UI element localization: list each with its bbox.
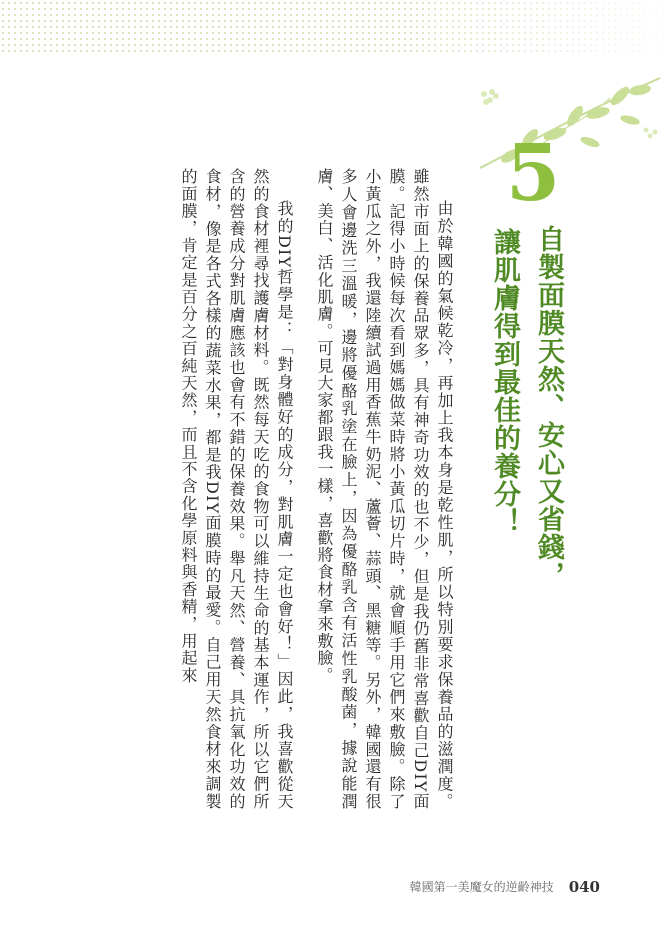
body-paragraph-2: 我的DIY哲學是：「對身體好的成分，對肌膚一定也會好！」因此，我喜歡從天然的食材裡尋找護膚材料。既然每天吃的食物可以維持生命的基本運作，所以它們所含的營養成分對肌膚應該也會有不錯的保養效果。舉凡天然、營養、具抗氧化功效的食材，像是各式各樣的蔬菜水果，都是我DIY面膜時的最愛。自己用天然食材來調製的面膜，肯定是百分之百純天然，而且不含化學原料與香精，用起來 xyxy=(179,168,294,810)
page-number: 040 xyxy=(568,877,600,896)
leaf-vine-decoration xyxy=(470,58,663,178)
body-paragraph-1: 由於韓國的氣候乾冷，再加上我本身是乾性肌，所以特別要求保養品的滋潤度。雖然市面上的保養品眾多，具有神奇功效的也不少，但是我仍舊非常喜歡自己DIY面膜。記得小時候每次看到媽媽做菜時將小黃瓜切片時，就會順手用它們來敷臉。除了小黃瓜之外，我還陸續試過用香蕉牛奶泥、蘆薈、蒜頭、黑糖等。另外，韓國還有很多人會邊洗三溫暖，邊將優酪乳塗在臉上，因為優酪乳含有活性乳酸菌，據說能潤膚、美白、活化肌膚。可見大家都跟我一樣，喜歡將食材拿來敷臉。 xyxy=(315,168,454,810)
body-text xyxy=(86,168,456,810)
dot-pattern-fade xyxy=(0,0,663,52)
chapter-title-line-1: 自製面膜天然、安心又省錢， xyxy=(533,225,564,589)
page-footer xyxy=(350,876,600,896)
chapter-number: 5 xyxy=(506,128,561,219)
footer-book-title: 韓國第一美魔女的逆齡神技 xyxy=(409,880,554,894)
chapter-title-line-2: 讓肌膚得到最佳的養分！ xyxy=(489,228,520,536)
